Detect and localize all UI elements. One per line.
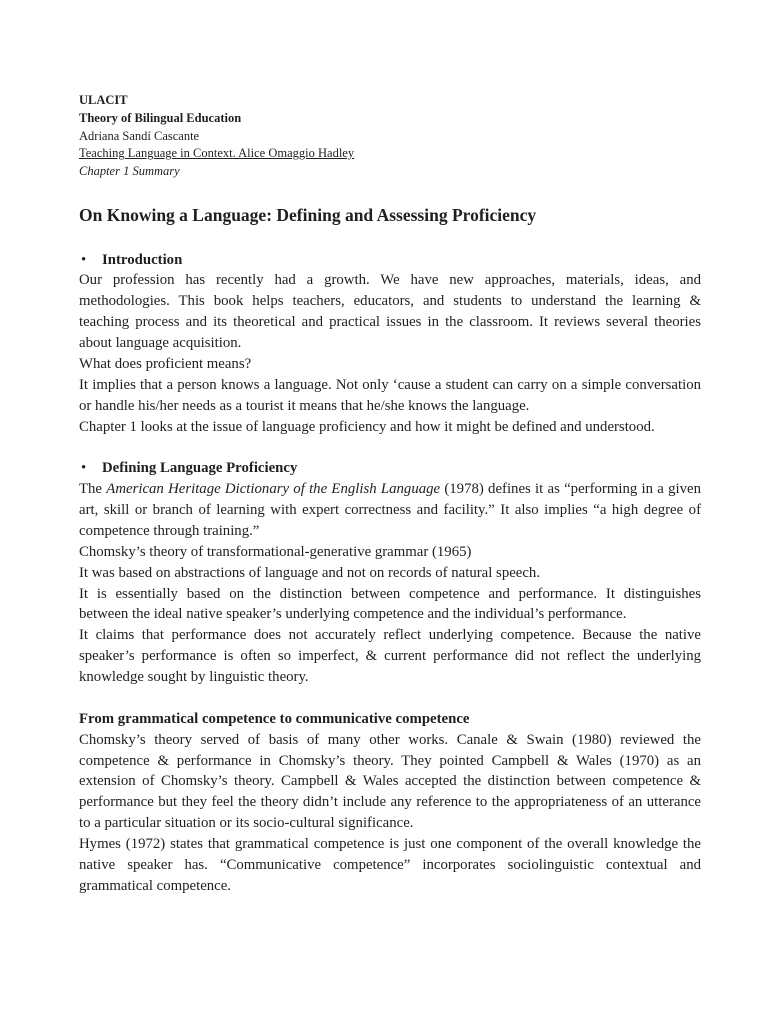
text-line: teaching process and its theoretical and practical issues in the classroom. It reviews several theories: [79, 314, 701, 331]
paragraph: [79, 479, 701, 542]
text-line: [79, 479, 701, 500]
text-line: competence & performance in Chomsky’s theory. They pointed Campbell & Wales (1970) as an: [79, 752, 701, 769]
text-line: performance but they feel the theory didn’t include any reference to the appropriateness of an utterance: [79, 794, 701, 811]
text-line: Chapter 1 looks at the issue of language proficiency and how it might be defined and understood.: [79, 418, 655, 435]
section-heading-label: Defining Language Proficiency: [102, 460, 298, 477]
text-line: It is essentially based on the distinction between competence and performance. It distinguishes: [79, 585, 701, 602]
text-line: methodologies. This book helps teachers, educators, and students to understand the learning &: [79, 293, 701, 310]
text-line: What does proficient means?: [79, 355, 252, 372]
text-run: (1978) defines it as “performing in a given: [440, 481, 701, 498]
text-line: to a particular situation or its socio-cultural significance.: [79, 815, 414, 832]
book-title: American Heritage Dictionary of the English Language: [106, 481, 441, 498]
section-communicative-competence: [79, 709, 701, 897]
paragraph: [79, 354, 701, 375]
text-run: The: [79, 481, 107, 498]
text-line: It claims that performance does not accurately reflect underlying competence. Because the native: [79, 627, 701, 644]
paragraph: [79, 584, 701, 626]
text-line: about language acquisition.: [79, 335, 242, 351]
bullet-icon: •: [81, 251, 87, 268]
section-introduction: [79, 250, 701, 438]
text-line: It implies that a person knows a language. Not only ‘cause a student can carry on a simple conversation: [79, 376, 701, 393]
source-reference: Teaching Language in Context. Alice Omaggio Hadley: [79, 146, 355, 161]
text-line: knowledge sought by linguistic theory.: [79, 669, 309, 686]
section-heading-label: From grammatical competence to communicative competence: [79, 710, 470, 727]
section-defining-proficiency: [79, 458, 701, 688]
course-name: Theory of Bilingual Education: [79, 110, 242, 125]
text-line: extension of Chomsky’s theory. Campbell & Wales accepted the distinction between competence &: [79, 773, 701, 790]
paragraph: [79, 563, 701, 584]
paragraph: [79, 625, 701, 688]
text-line: Our profession has recently had a growth. We have new approaches, materials, ideas, and: [79, 272, 701, 289]
text-line: It was based on abstractions of language and not on records of natural speech.: [79, 564, 541, 581]
section-heading-label: Introduction: [102, 251, 183, 268]
section-heading: [79, 250, 701, 271]
paragraph: [79, 270, 701, 354]
text-line: native speaker has. “Communicative competence” incorporates sociolinguistic contextual and: [79, 856, 701, 873]
text-line: or handle his/her needs as a tourist it means that he/she knows the language.: [79, 397, 530, 414]
text-line: between the ideal native speaker’s underlying competence and the individual’s performance.: [79, 606, 627, 623]
text-line: art, skill or branch of learning with expert correctness and facility.” It also implies “a high degree of: [79, 502, 701, 519]
text-line: competence through training.”: [79, 522, 260, 539]
section-heading: [79, 709, 701, 730]
page-title: On Knowing a Language: Defining and Assessing Proficiency: [79, 205, 537, 225]
paragraph: [79, 542, 701, 563]
text-line: grammatical competence.: [79, 877, 232, 894]
author-name: Adriana Sandí Cascante: [79, 128, 200, 143]
paragraph: [79, 834, 701, 897]
text-line: Chomsky’s theory served of basis of many other works. Canale & Swain (1980) reviewed the: [79, 731, 701, 748]
text-line: Chomsky’s theory of transformational-generative grammar (1965): [79, 543, 472, 560]
document-header: [79, 92, 701, 181]
paragraph: [79, 417, 701, 438]
section-heading: [79, 458, 701, 479]
bullet-icon: •: [81, 460, 87, 477]
paragraph: [79, 730, 701, 834]
text-line: Hymes (1972) states that grammatical competence is just one component of the overall knowledge the: [79, 836, 701, 853]
text-line: speaker’s performance is often so imperfect, & current performance did not reflect the underlying: [79, 648, 701, 665]
chapter-label: Chapter 1 Summary: [79, 164, 180, 178]
institution-name: ULACIT: [79, 93, 128, 107]
paragraph: [79, 375, 701, 417]
